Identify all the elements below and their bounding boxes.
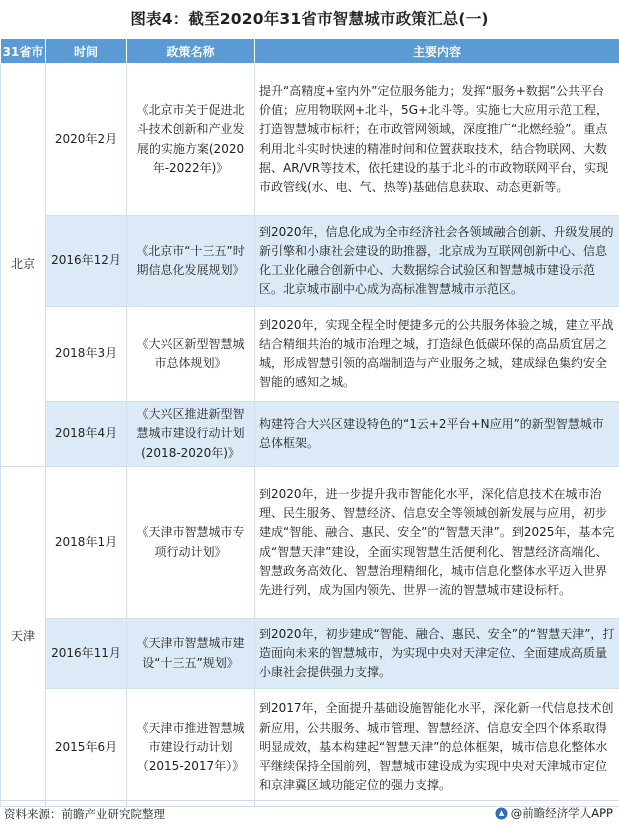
qianzhan-logo-icon <box>495 807 508 820</box>
table-row <box>1 64 619 216</box>
time-cell: 2018年3月 <box>46 307 127 402</box>
content-cell: 到2020年，初步建成“智能、融合、惠民、安全”的“智慧天津”，打造面向未来的智慧城市，为实现中央对天津定位、全面建成高质量小康社会提供强力支撑。 <box>255 619 619 689</box>
policy-name-cell: 《天津市智慧城市专项行动计划》 <box>127 467 255 619</box>
source-note: 资料来源：前瞻产业研究院整理 <box>4 807 165 821</box>
time-cell: 2020年2月 <box>46 64 127 216</box>
time-cell: 2016年11月 <box>46 619 127 689</box>
brand-text: @前瞻经济学人APP <box>510 806 613 820</box>
content-cell: 到2017年，全面提升基础设施智能化水平，深化新一代信息技术创新应用，公共服务、城市管理、智慧经济、信息安全四个体系取得明显成效，基本构建起“智慧天津”的总体框架，城市信息化整体水平继续保持全国前列，智慧城市建设成为实现中央对天津城市定位和京津冀区域功能定位的强力支撑。 <box>255 689 619 807</box>
policy-name-cell: 《天津市智慧城市建设“十三五”规划》 <box>127 619 255 689</box>
table-header-row <box>1 39 619 64</box>
policy-name-cell: 《北京市关于促进北斗技术创新和产业发展的实施方案(2020年-2022年)》 <box>127 64 255 216</box>
content-cell: 到2020年，实现全程全时便捷多元的公共服务体验之城，建立平战结合精细共治的城市治理之城，打造绿色低碳环保的高品质宜居之城，形成智慧引领的高端制造与产业服务之城，建成绿色集约安全智能的感知之城。 <box>255 307 619 402</box>
province-cell: 天津 <box>1 467 46 807</box>
time-cell: 2016年12月 <box>46 216 127 307</box>
chart-title: 图表4：截至2020年31省市智慧城市政策汇总(一) <box>130 10 489 28</box>
table-row <box>1 307 619 402</box>
table-row <box>1 402 619 467</box>
footer-divider <box>0 800 619 801</box>
header-policy-name: 政策名称 <box>127 39 255 64</box>
content-cell: 提升“高精度+室内外”定位服务能力；发挥“服务+数据”公共平台价值；应用物联网+北斗，5G+北斗等。实施七大应用示范工程，打造智慧城市标杆；在市政管网领域，深度推广“北燃经验”。重点利用北斗实时快速的精准时间和位置获取技术，结合物联网、大数据、AR/VR等技术，依托建设的基于北斗的市政物联网平台，实现市政管线(水、电、气、热等)基础信息获取、动态更新等。 <box>255 64 619 216</box>
header-time: 时间 <box>46 39 127 64</box>
header-province: 31省市 <box>1 39 46 64</box>
time-cell: 2018年1月 <box>46 467 127 619</box>
header-main-content: 主要内容 <box>255 39 619 64</box>
policy-name-cell: 《北京市“十三五”时期信息化发展规划》 <box>127 216 255 307</box>
content-cell: 到2020年，进一步提升我市智能化水平，深化信息技术在城市治理、民生服务、智慧经济、信息安全等领域创新发展与应用，初步建成“智能、融合、惠民、安全”的“智慧天津”。到2025年，基本完成“智慧天津”建设，全面实现智慧生活便利化、智慧经济高端化、智慧政务高效化、智慧治理精细化，城市信息化整体水平迈入世界先进行列，成为国内领先、世界一流的智慧城市建设标杆。 <box>255 467 619 619</box>
time-cell: 2018年4月 <box>46 402 127 467</box>
brand-credit <box>495 805 613 821</box>
table-row <box>1 467 619 619</box>
policy-name-cell: 《天津市推进智慧城市建设行动计划（2015-2017年）》 <box>127 689 255 807</box>
time-cell: 2015年6月 <box>46 689 127 807</box>
policy-table <box>0 38 619 807</box>
table-row <box>1 689 619 807</box>
province-cell: 北京 <box>1 64 46 467</box>
content-cell: 构建符合大兴区建设特色的“1云+2平台+N应用”的新型智慧城市总体框架。 <box>255 402 619 467</box>
table-row <box>1 216 619 307</box>
policy-name-cell: 《大兴区推进新型智慧城市建设行动计划(2018-2020年)》 <box>127 402 255 467</box>
table-row <box>1 619 619 689</box>
policy-name-cell: 《大兴区新型智慧城市总体规划》 <box>127 307 255 402</box>
content-cell: 到2020年，信息化成为全市经济社会各领域融合创新、升级发展的新引擎和小康社会建设的助推器，北京成为互联网创新中心、信息化工业化融合创新中心、大数据综合试验区和智慧城市建设示范区。北京城市副中心成为高标准智慧城市示范区。 <box>255 216 619 307</box>
